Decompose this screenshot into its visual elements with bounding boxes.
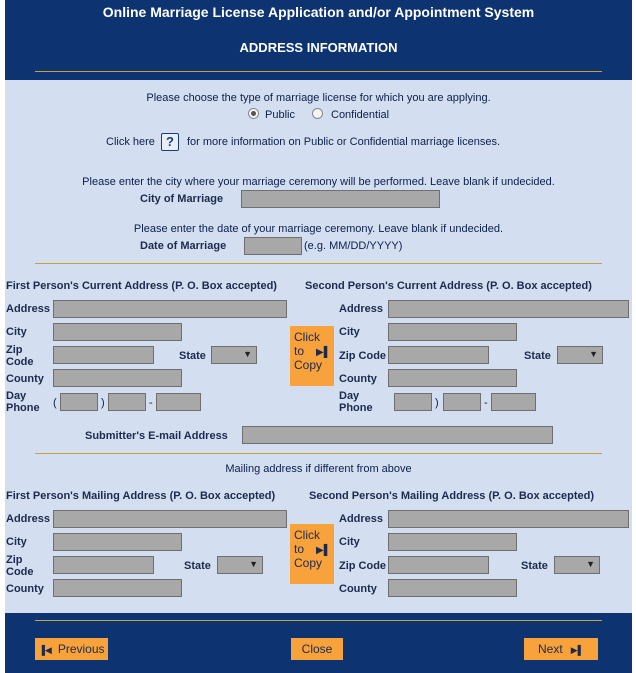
second-phone-dash: - — [484, 397, 488, 409]
first-mailing-county-label: County — [6, 583, 44, 595]
mailing-note: Mailing address if different from above — [225, 463, 412, 475]
first-mailing-zip-label-line2: Code — [6, 566, 34, 578]
chevron-down-icon: ▼ — [243, 349, 252, 359]
first-city-input[interactable] — [53, 323, 182, 341]
header-bar — [5, 0, 632, 80]
second-mailing-city-input[interactable] — [388, 533, 517, 551]
submitter-email-label: Submitter's E-mail Address — [85, 430, 228, 442]
second-phone-label-line1: Day — [339, 390, 360, 402]
first-mailing-address-input[interactable] — [53, 510, 287, 528]
first-mailing-city-input[interactable] — [53, 533, 182, 551]
confidential-radio[interactable] — [312, 108, 323, 119]
copy-button-line1: Click — [294, 330, 320, 344]
second-phone-prefix-input[interactable] — [443, 393, 481, 411]
second-zip-label: Zip Code — [339, 350, 387, 362]
first-mailing-zip-label-line1: Zip — [6, 554, 23, 566]
second-county-input[interactable] — [388, 369, 517, 387]
copy-mailing-button[interactable] — [290, 524, 334, 584]
chevron-down-icon: ▼ — [249, 559, 258, 569]
second-mailing-county-input[interactable] — [388, 579, 517, 597]
app-title: Online Marriage License Application and/or Appointment System — [102, 4, 535, 20]
first-mailing-address-label: Address — [6, 513, 51, 525]
second-mailing-county-label: County — [339, 583, 377, 595]
second-city-label: City — [339, 326, 360, 338]
confidential-radio-label: Confidential — [331, 109, 390, 121]
first-address-input[interactable] — [53, 300, 287, 318]
first-mailing-state-label: State — [184, 560, 211, 572]
first-phone-paren-close: ) — [101, 397, 105, 409]
submitter-email-input[interactable] — [242, 426, 553, 444]
second-zip-input[interactable] — [388, 346, 489, 364]
city-of-marriage-label: City of Marriage — [140, 193, 224, 205]
first-county-label: County — [6, 373, 44, 385]
date-of-marriage-label: Date of Marriage — [140, 240, 227, 252]
form-panel — [5, 80, 632, 613]
more-info-text: for more information on Public or Confidential marriage licenses. — [187, 136, 501, 148]
second-phone-area-input[interactable] — [394, 393, 432, 411]
chevron-down-icon: ▼ — [586, 559, 595, 569]
arrow-right-icon: ▶▌ — [316, 545, 331, 556]
section-divider — [35, 263, 602, 264]
first-mailing-zip-input[interactable] — [53, 556, 154, 574]
copy-button-line1: Click — [294, 528, 320, 542]
header-divider — [35, 71, 602, 72]
license-type-prompt: Please choose the type of marriage license for which you are applying. — [146, 92, 491, 104]
first-phone-paren-open: ( — [53, 397, 57, 409]
next-button[interactable] — [524, 638, 598, 660]
second-county-label: County — [339, 373, 377, 385]
copy-button-line3: Copy — [294, 556, 323, 570]
first-phone-label-line1: Day — [6, 390, 27, 402]
close-button-label: Close — [301, 642, 333, 656]
date-format-hint: (e.g. MM/DD/YYYY) — [304, 240, 403, 252]
footer-bar — [5, 613, 632, 673]
copy-button-line2: to — [294, 542, 305, 556]
second-state-select[interactable] — [557, 346, 603, 364]
first-mailing-address-title: First Person's Mailing Address (P. O. Box accepted) — [6, 490, 276, 502]
second-mailing-city-label: City — [339, 536, 360, 548]
question-icon: ? — [166, 134, 174, 149]
second-phone-label-line2: Phone — [339, 402, 373, 414]
second-address-label: Address — [339, 303, 384, 315]
ceremony-date-prompt: Please enter the date of your marriage ceremony. Leave blank if undecided. — [133, 223, 504, 235]
second-phone-line-input[interactable] — [491, 393, 536, 411]
second-state-label: State — [524, 350, 551, 362]
arrow-right-icon: ▶▌ — [570, 645, 584, 655]
previous-button-label: Previous — [57, 642, 105, 656]
page-title: ADDRESS INFORMATION — [239, 40, 398, 55]
date-of-marriage-input[interactable] — [244, 237, 302, 255]
copy-address-button[interactable] — [290, 326, 334, 386]
first-phone-prefix-input[interactable] — [108, 393, 146, 411]
second-mailing-state-label: State — [521, 560, 548, 572]
second-mailing-zip-label: Zip Code — [339, 560, 387, 572]
help-button[interactable] — [161, 133, 179, 151]
public-radio-label: Public — [265, 109, 295, 121]
footer-divider — [35, 620, 602, 621]
second-mailing-address-label: Address — [339, 513, 384, 525]
first-phone-dash: - — [149, 397, 153, 409]
first-phone-label-line2: Phone — [6, 402, 40, 414]
section-divider — [35, 453, 602, 454]
first-zip-input[interactable] — [53, 346, 154, 364]
close-button[interactable] — [291, 638, 343, 660]
public-radio[interactable] — [248, 108, 259, 119]
copy-button-line3: Copy — [294, 358, 323, 372]
first-current-address-title: First Person's Current Address (P. O. Box accepted) — [6, 280, 277, 292]
first-mailing-county-input[interactable] — [53, 579, 182, 597]
first-mailing-city-label: City — [6, 536, 27, 548]
second-mailing-address-input[interactable] — [388, 510, 629, 528]
first-phone-line-input[interactable] — [156, 393, 201, 411]
first-city-label: City — [6, 326, 27, 338]
chevron-down-icon: ▼ — [589, 349, 598, 359]
first-zip-label-line1: Zip — [6, 344, 23, 356]
arrow-left-icon: ▐◀ — [38, 645, 52, 655]
ceremony-city-prompt: Please enter the city where your marriage ceremony will be performed. Leave blank if undecided. — [82, 176, 555, 188]
second-mailing-zip-input[interactable] — [388, 556, 489, 574]
second-address-input[interactable] — [388, 300, 629, 318]
first-mailing-state-select[interactable] — [217, 556, 263, 574]
second-current-address-title: Second Person's Current Address (P. O. Box accepted) — [305, 280, 592, 292]
first-zip-label-line2: Code — [6, 356, 34, 368]
first-state-label: State — [179, 350, 206, 362]
second-city-input[interactable] — [388, 323, 517, 341]
second-mailing-state-select[interactable] — [554, 556, 600, 574]
first-phone-area-input[interactable] — [60, 393, 98, 411]
arrow-right-icon: ▶▌ — [316, 347, 331, 358]
first-address-label: Address — [6, 303, 51, 315]
second-phone-paren-close: ) — [435, 397, 439, 409]
city-of-marriage-input[interactable] — [241, 190, 440, 208]
first-state-select[interactable] — [211, 346, 257, 364]
next-button-label: Next — [538, 642, 563, 656]
first-county-input[interactable] — [53, 369, 182, 387]
click-here-text: Click here — [106, 136, 155, 148]
second-mailing-address-title: Second Person's Mailing Address (P. O. Box accepted) — [309, 490, 595, 502]
copy-button-line2: to — [294, 344, 305, 358]
previous-button[interactable] — [35, 638, 108, 660]
